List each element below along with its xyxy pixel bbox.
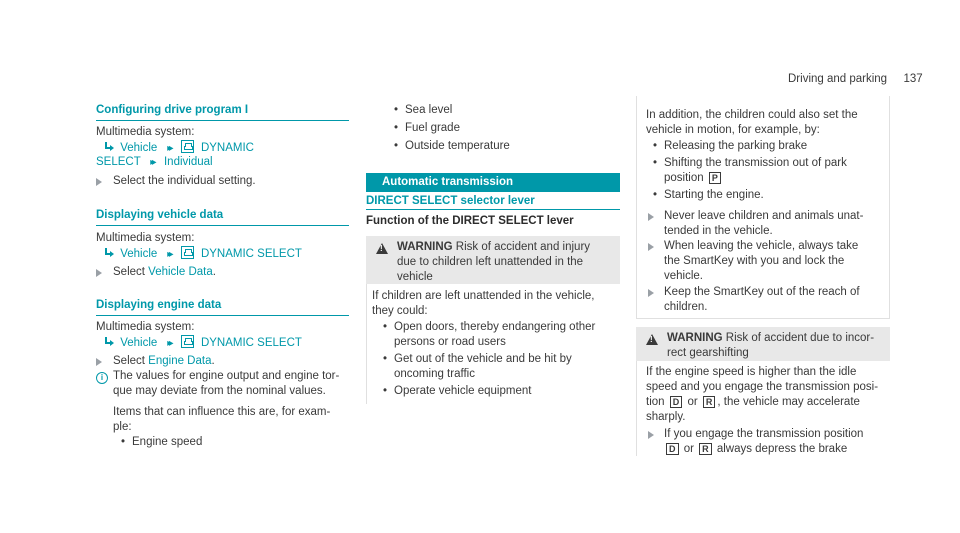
nav-vehicle-link[interactable]: Vehicle [120, 142, 158, 154]
note-line: que may deviate from the nominal values. [113, 385, 326, 397]
step-suffix: . [212, 266, 216, 278]
nav-select-link[interactable]: SELECT [96, 156, 141, 168]
warning-body: sharply. [646, 411, 686, 423]
path-label: Multimedia system: [96, 321, 195, 333]
warning-border [636, 361, 637, 456]
nav-path [103, 140, 254, 156]
warning-text: Risk of accident due to incor- [722, 332, 875, 344]
nav-dynamic-select-link[interactable]: DYNAMIC SELECT [200, 337, 302, 349]
list-item: • Get out of the vehicle and be hit by [394, 352, 572, 367]
step-prefix: Select [113, 266, 149, 278]
warning-body: In addition, the children could also set the [646, 109, 858, 121]
list-item: • Shifting the transmission out of park [664, 156, 847, 171]
heading-rule [96, 315, 349, 316]
vehicle-data-link[interactable]: Vehicle Data [148, 266, 213, 278]
heading-rule [96, 120, 349, 121]
banner-text: Automatic transmission [382, 176, 513, 188]
step-suffix: . [211, 355, 215, 367]
nav-individual-link[interactable]: Individual [163, 156, 213, 168]
car-icon [181, 335, 194, 348]
section-title: Driving and parking [788, 73, 888, 85]
step-text [113, 354, 215, 369]
step-text: tended in the vehicle. [664, 225, 773, 237]
subsection-heading: DIRECT SELECT selector lever [366, 195, 535, 207]
list-item: • Outside temperature [405, 139, 510, 154]
warning-border [889, 96, 890, 318]
running-header [788, 72, 923, 87]
warning-text: tion [646, 396, 668, 408]
warning-text: vehicle [397, 271, 433, 283]
step-text: Keep the SmartKey out of the reach of [664, 286, 860, 298]
chapter-banner [366, 173, 620, 192]
warning-triangle-icon [646, 334, 658, 345]
step-text: vehicle. [664, 270, 703, 282]
warning-body: If children are left unattended in the vehicle, [372, 290, 595, 302]
reverse-key-icon: R [703, 396, 716, 408]
list-item: • Releasing the parking brake [664, 139, 807, 154]
warning-label: WARNING [667, 332, 723, 344]
section-heading-configuring-drive-program: Configuring drive program I [96, 104, 249, 116]
reverse-key-icon: R [699, 443, 712, 455]
nav-vehicle-link[interactable]: Vehicle [120, 248, 158, 260]
nav-path [103, 246, 302, 262]
car-icon [181, 140, 194, 153]
double-chevron-icon: ▸▸ [166, 249, 171, 260]
drive-key-icon: D [670, 396, 683, 408]
step-arrow-icon [648, 431, 654, 439]
step-arrow-icon [648, 243, 654, 251]
warning-label: WARNING [397, 241, 453, 253]
function-heading: Function of the DIRECT SELECT lever [366, 215, 574, 227]
list-item: • Starting the engine. [664, 188, 764, 203]
warning-text: , the vehicle may accelerate [717, 396, 860, 408]
nav-dynamic-link[interactable]: DYNAMIC [200, 142, 254, 154]
info-icon: i [96, 372, 108, 384]
step-text [113, 265, 216, 280]
list-item: • Open doors, thereby endangering other [394, 320, 595, 335]
step-text [664, 442, 847, 457]
warning-body: vehicle in motion, for example, by: [646, 124, 820, 136]
engine-data-link[interactable]: Engine Data [148, 355, 212, 367]
path-label: Multimedia system: [96, 126, 195, 138]
step-text: Never leave children and animals unat- [664, 210, 864, 222]
nav-path-continued [96, 155, 213, 170]
step-text: Select the individual setting. [113, 175, 256, 187]
section-heading-displaying-vehicle-data: Displaying vehicle data [96, 209, 224, 221]
double-chevron-icon: ▸▸ [166, 143, 171, 154]
warning-body: they could: [372, 305, 428, 317]
warning-text: Risk of accident and injury [452, 241, 591, 253]
list-item-continued: persons or road users [394, 336, 506, 348]
nav-dynamic-select-link[interactable]: DYNAMIC SELECT [200, 248, 302, 260]
list-item-continued [664, 171, 723, 186]
warning-border [366, 284, 367, 404]
heading-rule [96, 225, 349, 226]
park-key-icon: P [709, 172, 721, 184]
step-text: or [680, 443, 698, 455]
list-item-continued: oncoming traffic [394, 368, 475, 380]
step-text: children. [664, 301, 708, 313]
step-text: When leaving the vehicle, always take [664, 240, 859, 252]
warning-border [636, 96, 637, 318]
warning-triangle-icon [376, 243, 388, 254]
step-arrow-icon [96, 358, 102, 366]
warning-title [397, 240, 590, 255]
note-line: ple: [113, 421, 132, 433]
warning-body [646, 395, 860, 410]
section-heading-displaying-engine-data: Displaying engine data [96, 299, 222, 311]
step-arrow-icon [96, 269, 102, 277]
warning-text: due to children left unattended in the [397, 256, 584, 268]
warning-body: If the engine speed is higher than the idle [646, 366, 857, 378]
drive-key-icon: D [666, 443, 679, 455]
step-arrow-icon [96, 178, 102, 186]
step-text: If you engage the transmission position [664, 428, 864, 440]
step-arrow-icon [648, 213, 654, 221]
car-icon [181, 246, 194, 259]
nav-path [103, 335, 302, 351]
submenu-arrow-icon [103, 248, 114, 258]
note-line: Items that can influence this are, for exam- [113, 406, 331, 418]
submenu-arrow-icon [103, 142, 114, 152]
step-text: always depress the brake [713, 443, 848, 455]
list-item: • Fuel grade [405, 121, 460, 136]
list-item: • Operate vehicle equipment [394, 384, 531, 399]
nav-vehicle-link[interactable]: Vehicle [120, 337, 158, 349]
list-item-text: position [664, 172, 704, 184]
warning-border [636, 318, 890, 319]
step-arrow-icon [648, 289, 654, 297]
warning-title [667, 331, 874, 346]
note-line: The values for engine output and engine tor- [113, 370, 340, 382]
step-prefix: Select [113, 355, 149, 367]
submenu-arrow-icon [103, 337, 114, 347]
double-chevron-icon: ▸▸ [149, 157, 154, 168]
warning-text: rect gearshifting [667, 347, 749, 359]
double-chevron-icon: ▸▸ [166, 338, 171, 349]
page-number: 137 [903, 73, 923, 85]
list-item: • Sea level [405, 103, 452, 118]
list-item: • Engine speed [132, 435, 202, 450]
path-label: Multimedia system: [96, 232, 195, 244]
step-text: the SmartKey with you and lock the [664, 255, 845, 267]
heading-rule [366, 209, 620, 210]
warning-text: or [684, 396, 701, 408]
warning-body: speed and you engage the transmission posi- [646, 381, 879, 393]
